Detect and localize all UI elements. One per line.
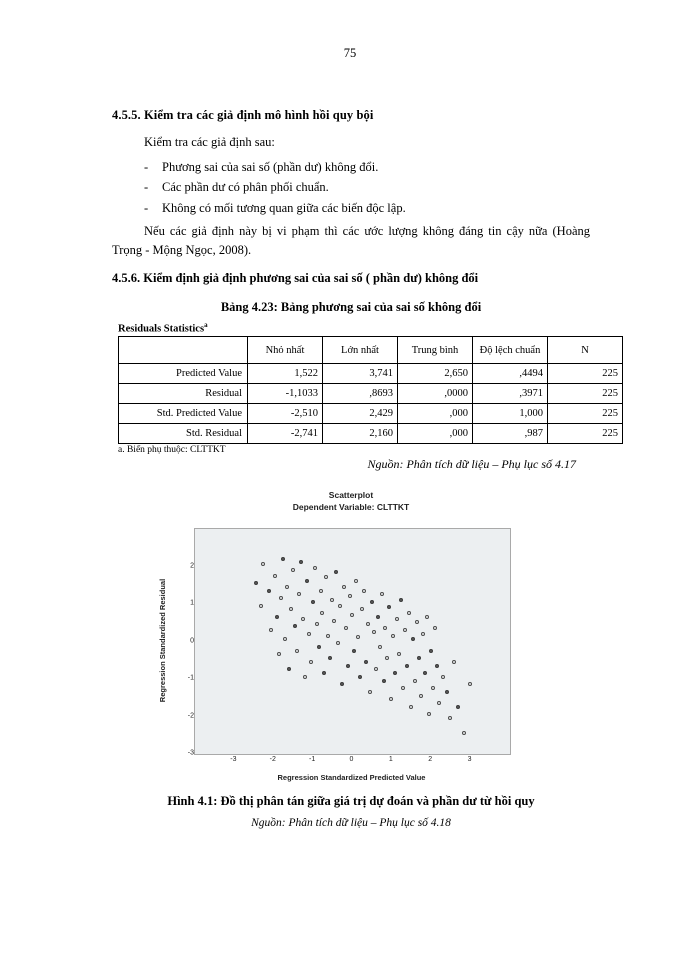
x-axis-label: Regression Standardized Predicted Value	[277, 773, 426, 783]
scatter-point	[309, 660, 313, 664]
chart-subtitle: Dependent Variable: CLTTKT	[292, 502, 410, 513]
y-axis-label-text: Regression Standardized Residual	[158, 578, 168, 703]
scatter-point	[389, 697, 393, 701]
scatter-point	[403, 628, 407, 632]
scatter-point	[324, 575, 328, 579]
y-axis-tick: -3	[187, 749, 194, 757]
scatterplot-figure	[112, 490, 590, 783]
bullet-dash: -	[144, 180, 149, 195]
scatter-point	[289, 607, 293, 611]
x-axis-tick: -1	[309, 756, 316, 764]
scatter-point	[374, 667, 378, 671]
scatter-point	[431, 686, 435, 690]
section-heading-455: 4.5.5. Kiểm tra các giả định mô hình hồi quy bội	[112, 108, 374, 122]
x-axis-tick: -3	[230, 756, 237, 764]
scatter-point	[456, 705, 460, 709]
scatter-point	[354, 579, 358, 583]
scatter-point	[317, 645, 321, 649]
scatter-point	[429, 649, 433, 653]
scatter-point	[399, 598, 403, 602]
scatter-point	[287, 667, 291, 671]
column-header-n: N	[548, 337, 623, 364]
scatter-point	[360, 607, 364, 611]
cell-std-residual-min: -2,741	[248, 424, 323, 444]
scatter-point	[370, 600, 374, 604]
row-label-std-predicted-value: Std. Predicted Value	[119, 404, 248, 424]
scatter-point	[405, 664, 409, 668]
scatter-point	[283, 637, 287, 641]
scatter-point	[425, 615, 429, 619]
scatter-point	[342, 585, 346, 589]
cell-std-residual-sd: ,987	[473, 424, 548, 444]
column-header-max: Lớn nhất	[323, 337, 398, 364]
list-item	[112, 158, 590, 177]
scatter-point	[366, 622, 370, 626]
y-axis-tick: -1	[187, 674, 194, 682]
scatter-point	[307, 632, 311, 636]
scatter-point	[295, 649, 299, 653]
cell-std-residual-mean: ,000	[398, 424, 473, 444]
scatter-point	[421, 632, 425, 636]
scatter-point	[313, 566, 317, 570]
cell-std-predicted-sd: 1,000	[473, 404, 548, 424]
table-title-superscript: a	[204, 320, 208, 329]
assumption-list	[112, 158, 590, 218]
scatter-point	[376, 615, 380, 619]
table-title-text: Residuals Statistics	[118, 323, 205, 335]
y-axis-label	[156, 528, 170, 753]
x-axis-tick: 3	[467, 756, 472, 764]
scatter-point	[332, 619, 336, 623]
scatter-point	[437, 701, 441, 705]
cell-residual-mean: ,0000	[398, 384, 473, 404]
scatter-point	[311, 600, 315, 604]
cell-residual-n: 225	[548, 384, 623, 404]
scatter-point	[356, 635, 360, 639]
cell-std-predicted-min: -2,510	[248, 404, 323, 424]
scatter-point	[340, 682, 344, 686]
list-item	[112, 199, 590, 218]
scatter-point	[344, 626, 348, 630]
scatter-point	[261, 562, 265, 566]
cell-std-predicted-mean: ,000	[398, 404, 473, 424]
cell-predicted-mean: 2,650	[398, 364, 473, 384]
y-axis-tick: 0	[190, 637, 194, 645]
cell-predicted-min: 1,522	[248, 364, 323, 384]
table-footnote: a. Biến phụ thuộc: CLTTKT	[118, 445, 226, 456]
scatter-point	[352, 649, 356, 653]
section-heading-456: 4.5.6. Kiểm định giả định phương sai của sai số ( phần dư) không đổi	[112, 270, 479, 285]
scatter-point	[364, 660, 368, 664]
table-row	[119, 384, 623, 404]
cell-std-residual-max: 2,160	[323, 424, 398, 444]
section-intro-text: Kiểm tra các giả định sau:	[144, 135, 275, 149]
table-header-row	[119, 337, 623, 364]
scatter-point	[393, 671, 397, 675]
scatter-point	[441, 675, 445, 679]
page-content	[112, 108, 618, 830]
scatter-point	[320, 611, 324, 615]
scatter-point	[279, 596, 283, 600]
list-item-label: Các phần dư có phân phối chuẩn.	[162, 180, 329, 195]
scatter-point	[435, 664, 439, 668]
table-caption: Bảng 4.23: Bảng phương sai của sai số không đổi	[220, 299, 482, 314]
scatter-point	[358, 675, 362, 679]
scatter-point	[285, 585, 289, 589]
list-item	[112, 178, 590, 197]
scatter-point	[378, 645, 382, 649]
scatter-point	[330, 598, 334, 602]
cell-residual-sd: ,3971	[473, 384, 548, 404]
column-header-stddev: Độ lệch chuẩn	[473, 337, 548, 364]
scatter-point	[326, 634, 330, 638]
scatter-point	[413, 679, 417, 683]
scatter-point	[452, 660, 456, 664]
scatter-point	[293, 624, 297, 628]
scatter-point	[448, 716, 452, 720]
scatter-point	[275, 615, 279, 619]
scatter-point	[423, 671, 427, 675]
scatter-point	[397, 652, 401, 656]
column-header-min: Nhỏ nhất	[248, 337, 323, 364]
cell-std-predicted-n: 225	[548, 404, 623, 424]
scatter-point	[401, 686, 405, 690]
table-row	[119, 404, 623, 424]
scatter-point	[409, 705, 413, 709]
row-label-predicted-value: Predicted Value	[119, 364, 248, 384]
x-axis-tick: 2	[428, 756, 433, 764]
x-axis-tick: 1	[388, 756, 393, 764]
cell-predicted-max: 3,741	[323, 364, 398, 384]
scatter-point	[385, 656, 389, 660]
scatter-point	[468, 682, 472, 686]
scatter-point	[277, 652, 281, 656]
scatter-point	[383, 626, 387, 630]
scatter-point	[445, 690, 449, 694]
x-axis-tick: 0	[349, 756, 354, 764]
list-item-label: Phương sai của sai số (phần dư) không đổi.	[162, 159, 379, 174]
scatter-point	[269, 628, 273, 632]
scatter-point	[372, 630, 376, 634]
scatter-point	[415, 620, 419, 624]
scatter-point	[338, 604, 342, 608]
y-axis-tick: 2	[190, 562, 194, 570]
scatter-point	[281, 557, 285, 561]
scatter-point	[380, 592, 384, 596]
page-number: 75	[343, 46, 357, 60]
cell-std-residual-n: 225	[548, 424, 623, 444]
chart-title: Scatterplot	[328, 490, 374, 501]
scatter-point	[417, 656, 421, 660]
scatter-point	[299, 560, 303, 564]
figure-source-note: Nguồn: Phân tích dữ liệu – Phụ lục số 4.18	[251, 817, 451, 830]
section-paragraph: Nếu các giả định này bị vi phạm thì các ước lượng không đáng tin cậy nữa (Hoàng Trọng - Mộng Ngọc, 2008).	[112, 223, 590, 258]
scatter-point	[427, 712, 431, 716]
bullet-dash: -	[144, 200, 149, 215]
scatter-point	[297, 592, 301, 596]
scatter-point	[328, 656, 332, 660]
scatter-point	[407, 611, 411, 615]
scatter-point	[387, 605, 391, 609]
scatter-point	[305, 579, 309, 583]
scatter-point	[267, 589, 271, 593]
cell-std-predicted-max: 2,429	[323, 404, 398, 424]
scatter-point	[348, 594, 352, 598]
scatter-point	[411, 637, 415, 641]
cell-predicted-n: 225	[548, 364, 623, 384]
scatter-point	[319, 589, 323, 593]
scatter-point	[391, 634, 395, 638]
scatter-point	[273, 574, 277, 578]
scatter-point	[334, 570, 338, 574]
y-axis-tick: 1	[190, 599, 194, 607]
row-label-std-residual: Std. Residual	[119, 424, 248, 444]
scatter-point	[291, 568, 295, 572]
x-axis-tick: -2	[269, 756, 276, 764]
scatter-point	[382, 679, 386, 683]
scatter-point	[346, 664, 350, 668]
table-source-note: Nguồn: Phân tích dữ liệu – Phụ lục số 4.17	[367, 457, 576, 472]
scatter-point	[462, 731, 466, 735]
scatter-point	[368, 690, 372, 694]
column-header-mean: Trung bình	[398, 337, 473, 364]
scatter-point	[301, 617, 305, 621]
table-row	[119, 424, 623, 444]
scatter-point	[254, 581, 258, 585]
scatter-point	[433, 626, 437, 630]
cell-predicted-sd: ,4494	[473, 364, 548, 384]
y-axis-tick: -2	[187, 712, 194, 720]
figure-caption: Hình 4.1: Đồ thị phân tán giữa giá trị dự đoán và phần dư từ hồi quy	[167, 794, 535, 809]
scatter-point	[362, 589, 366, 593]
scatter-point	[303, 675, 307, 679]
row-label-residual: Residual	[119, 384, 248, 404]
plot-area	[194, 528, 511, 755]
column-header-blank	[119, 337, 248, 364]
scatter-point	[395, 617, 399, 621]
list-item-label: Không có mối tương quan giữa các biến độc lập.	[162, 200, 406, 215]
scatter-point	[419, 694, 423, 698]
cell-residual-max: ,8693	[323, 384, 398, 404]
scatter-point	[322, 671, 326, 675]
scatter-point	[259, 604, 263, 608]
bullet-dash: -	[144, 159, 149, 174]
scatter-point	[350, 613, 354, 617]
table-row	[119, 364, 623, 384]
scatter-point	[336, 641, 340, 645]
table-title	[118, 321, 590, 335]
cell-residual-min: -1,1033	[248, 384, 323, 404]
scatter-point	[315, 622, 319, 626]
residuals-statistics-table	[118, 336, 623, 444]
